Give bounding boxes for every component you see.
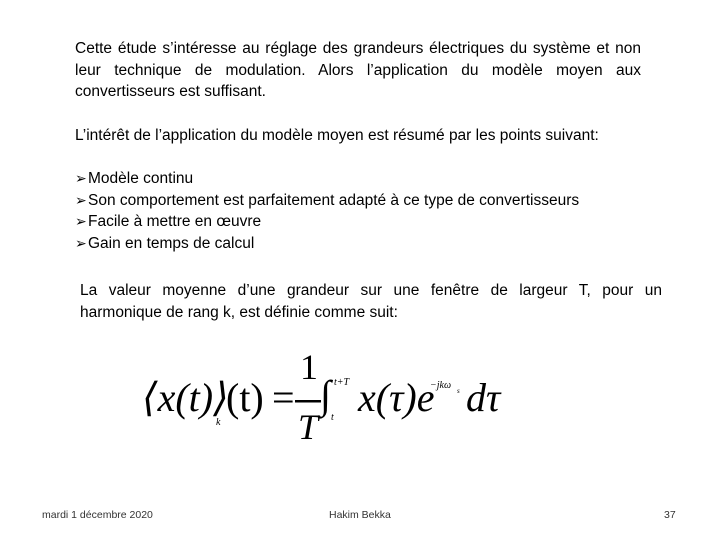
formula-exponent-subscript: s [457,387,460,395]
integral-sign: ∫ [320,372,331,417]
page-number: 37 [664,509,676,521]
formula-lhs-argument: (t) [226,375,264,420]
list-item [75,211,675,233]
definition-paragraph: La valeur moyenne d’une grandeur sur une fenêtre de largeur T, pour un harmonique de rang k, est définie comme suit: [80,282,662,321]
advantages-heading: L’intérêt de l’application du modèle moyen est résumé par les points suivant: [75,127,599,144]
formula-exponent: −jkω [430,380,452,391]
list-item [75,168,675,190]
list-item-text: Facile à mettre en œuvre [88,213,262,230]
advantages-list [75,168,675,254]
arrow-bullet-icon: ➢ [75,213,87,229]
arrow-bullet-icon: ➢ [75,191,87,208]
fraction-bar [295,400,321,404]
arrow-bullet-icon: ➢ [75,234,87,251]
formula-lhs: ⟨x(t)⟩ [142,375,229,420]
average-value-formula [140,345,520,460]
intro-paragraph: Cette étude s’intéresse au réglage des grandeurs électriques du système et non leur technique de modulation. Alors l’application du modèle moyen aux convertisseurs est suffisant. [75,40,641,100]
list-item-text: Modèle continu [88,170,194,187]
formula-equals: = [272,375,295,420]
integral-lower-limit: t [331,412,334,423]
list-item-text: Gain en temps de calcul [88,234,255,252]
integral-upper-limit: t+T [334,377,350,388]
formula-differential: dτ [466,375,501,420]
list-item-text: Son comportement est parfaitement adapté à ce type de convertisseurs [88,191,580,209]
list-item [75,233,675,255]
formula-lhs-subscript: k [216,417,221,428]
formula-integrand: x(τ)e [358,375,435,420]
formula-numerator: 1 [300,347,318,387]
footer-date: mardi 1 décembre 2020 [42,509,153,521]
arrow-bullet-icon: ➢ [75,170,87,186]
formula-denominator: T [298,407,319,447]
footer-author: Hakim Bekka [329,509,391,521]
list-item [75,190,675,212]
